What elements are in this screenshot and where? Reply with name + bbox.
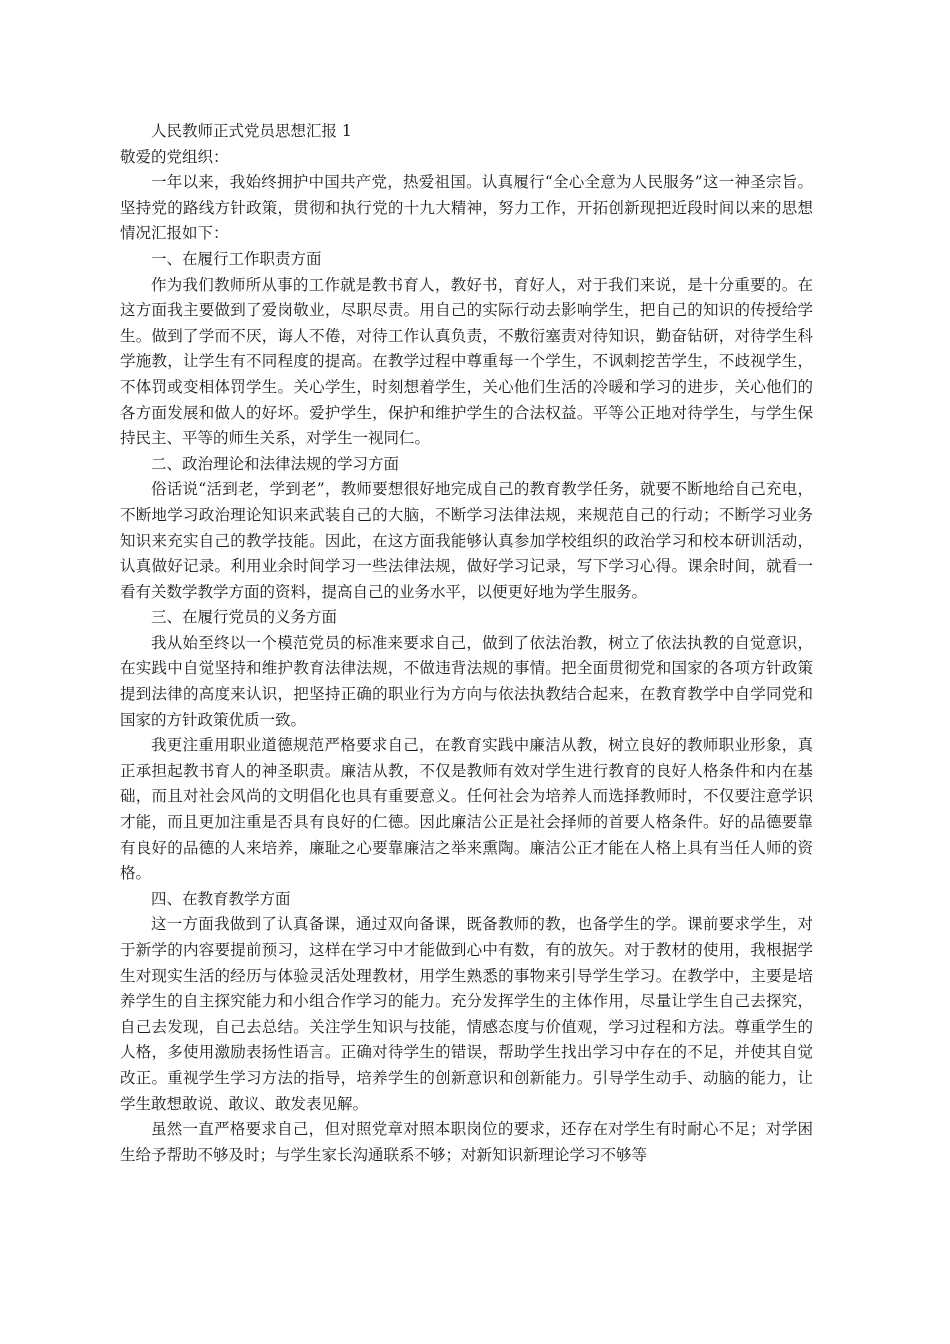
paragraph-section-1: 作为我们教师所从事的工作就是教书育人，教好书，育好人，对于我们来说，是十分重要的。在这方面我主要做到了爱岗敬业，尽职尽责。用自己的实际行动去影响学生，把自己的知识的传授给学生。做到了学而不厌，诲人不倦，对待工作认真负责，不敷衍塞责对待知识，勤奋钻研，对待学生科学施教，让学生有不同程度的提高。在教学过程中尊重每一个学生，不讽刺挖苦学生，不歧视学生，不体罚或变相体罚学生。关心学生，时刻想着学生，关心他们生活的冷暖和学习的进步，关心他们的各方面发展和做人的好坏。爱护学生，保护和维护学生的合法权益。平等公正地对待学生，与学生保持民主、平等的师生关系，对学生一视同仁。 <box>120 275 813 448</box>
salutation: 敬爱的党组织： <box>120 147 229 166</box>
section-heading-1: 一、在履行工作职责方面 <box>151 249 322 268</box>
document-page <box>120 119 813 1168</box>
paragraph-section-4: 这一方面我做到了认真备课，通过双向备课，既备教师的教，也备学生的学。课前要求学生，对于新学的内容要提前预习，这样在学习中才能做到心中有数，有的放矢。对于教材的使用，我根据学生对现实生活的经历与体验灵活处理教材，用学生熟悉的事物来引导学生学习。在教学中，主要是培养学生的自主探究能力和小组合作学习的能力。充分发挥学生的主体作用，尽量让学生自己去探究，自己去发现，自己去总结。关注学生知识与技能，情感态度与价值观，学习过程和方法。尊重学生的人格，多使用激励表扬性语言。正确对待学生的错误，帮助学生找出学习中存在的不足，并使其自觉改正。重视学生学习方法的指导，培养学生的创新意识和创新能力。引导学生动手、动脑的能力，让学生敢想敢说、敢议、敢发表见解。 <box>120 915 813 1113</box>
section-heading-3: 三、在履行党员的义务方面 <box>151 608 338 627</box>
paragraph-intro: 一年以来，我始终拥护中国共产党，热爱祖国。认真履行“全心全意为人民服务”这一神圣宗旨。坚持党的路线方针政策，贯彻和执行党的十九大精神，努力工作，开拓创新现把近段时间以来的思想情况汇报如下： <box>120 173 813 243</box>
paragraph-section-3a: 我从始至终以一个模范党员的标准来要求自己，做到了依法治教，树立了依法执教的自觉意识，在实践中自觉坚持和维护教育法律法规，不做违背法规的事情。把全面贯彻党和国家的各项方针政策提到法律的高度来认识，把坚持正确的职业行为方向与依法执教结合起来，在教育教学中自学同党和国家的方针政策优质一致。 <box>120 633 813 729</box>
section-heading-2: 二、政治理论和法律法规的学习方面 <box>151 454 400 473</box>
section-heading-4: 四、在教育教学方面 <box>151 889 291 908</box>
document-title: 人民教师正式党员思想汇报 1 <box>151 122 352 140</box>
paragraph-section-3b: 我更注重用职业道德规范严格要求自己，在教育实践中廉洁从教，树立良好的教师职业形象，真正承担起教书育人的神圣职责。廉洁从教，不仅是教师有效对学生进行教育的良好人格条件和内在基础，而且对社会风尚的文明倡化也具有重要意义。任何社会为培养人而选择教师时，不仅要注意学识才能，而且更加注重是否具有良好的仁德。因此廉洁公正是社会择师的首要人格条件。好的品德要靠有良好的品德的人来培养，廉耻之心要靠廉洁之举来熏陶。廉洁公正才能在人格上具有当任人师的资格。 <box>120 736 813 883</box>
paragraph-section-2: 俗话说“活到老，学到老”，教师要想很好地完成自己的教育教学任务，就要不断地给自己充电，不断地学习政治理论知识来武装自己的大脑，不断学习法律法规，来规范自己的行动；不断学习业务知识来充实自己的教学技能。因此，在这方面我能够认真参加学校组织的政治学习和校本研训活动，认真做好记录。利用业余时间学习一些法律法规，做好学习记录，写下学习心得。课余时间，就看一看有关数学教学方面的资料，提高自己的业务水平，以便更好地为学生服务。 <box>120 480 813 601</box>
paragraph-shortcomings: 虽然一直严格要求自己，但对照党章对照本职岗位的要求，还存在对学生有时耐心不足；对学困生给予帮助不够及时；与学生家长沟通联系不够；对新知识新理论学习不够等 <box>120 1120 813 1164</box>
